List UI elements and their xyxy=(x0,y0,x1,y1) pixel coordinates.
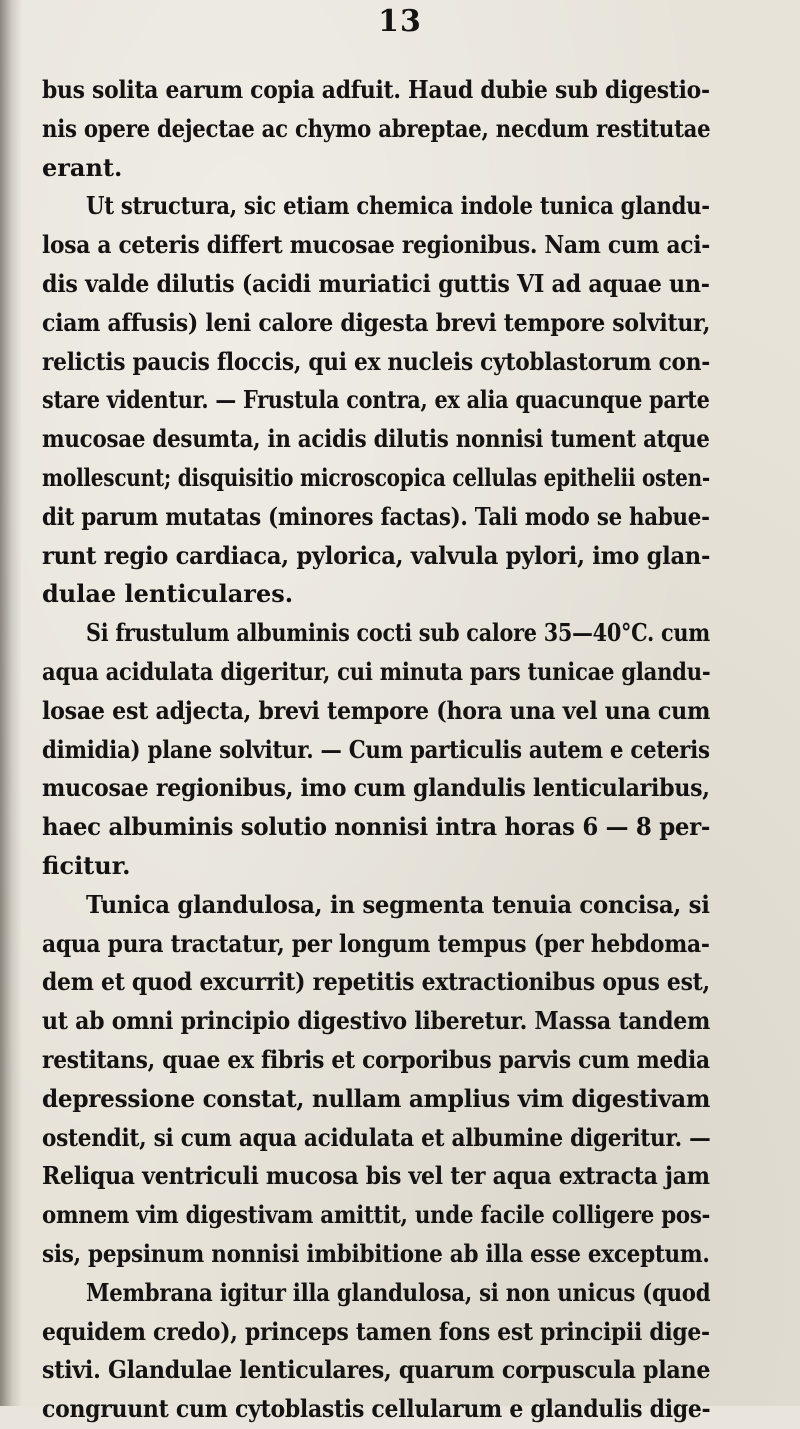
text-line: bus solita earum copia adfuit. Haud dubie sub digestio- xyxy=(42,75,710,104)
text-line: stivi. Glandulae lenticulares, quarum corpuscula plane xyxy=(42,1355,711,1385)
text-line: ficitur. xyxy=(42,851,131,880)
binding-shadow xyxy=(0,0,22,1406)
text-line: mucosae desumta, in acidis dilutis nonnisi tument atque xyxy=(42,424,710,454)
text-line: ostendit, si cum aqua acidulata et albumine digeritur. — xyxy=(42,1122,711,1152)
text-line: dit parum mutatas (minores factas). Tali modo se habue- xyxy=(42,501,710,531)
text-line: aqua pura tractatur, per longum tempus (per hebdoma- xyxy=(42,928,710,958)
text-line: dis valde dilutis (acidi muriatici guttis VI ad aquae un- xyxy=(42,269,710,298)
text-line: ut ab omni principio digestivo liberetur. Massa tandem xyxy=(42,1006,711,1036)
text-line: Reliqua ventriculi mucosa bis vel ter aqua extracta jam xyxy=(42,1161,710,1191)
text-line: losae est adjecta, brevi tempore (hora una vel una cum xyxy=(42,695,711,725)
text-line: runt regio cardiaca, pylorica, valvula pylori, imo glan- xyxy=(42,540,711,570)
text-line: haec albuminis solutio nonnisi intra horas 6 — 8 per- xyxy=(42,812,711,842)
text-line: sis, pepsinum nonnisi imbibitione ab illa esse exceptum. xyxy=(42,1239,710,1268)
text-line: dimidia) plane solvitur. — Cum particulis autem e ceteris xyxy=(42,734,710,764)
text-line: Ut structura, sic etiam chemica indole tunica glandu- xyxy=(86,191,710,221)
text-line: relictis paucis floccis, qui ex nucleis cytoblastorum con- xyxy=(42,346,710,376)
text-line: Si frustulum albuminis cocti sub calore 35—40°C. cum xyxy=(86,618,710,648)
page-number: 13 xyxy=(378,4,422,39)
text-line: ciam affusis) leni calore digesta brevi tempore solvitur, xyxy=(42,307,711,337)
text-line: congruunt cum cytoblastis cellularum e glandulis dige- xyxy=(42,1394,711,1424)
text-line: aqua acidulata digeritur, cui minuta pars tunicae glandu- xyxy=(42,657,711,686)
text-line: Tunica glandulosa, in segmenta tenuia concisa, si xyxy=(86,889,710,919)
text-line: losa a ceteris differt mucosae regionibus. Nam cum aci- xyxy=(42,230,711,260)
text-line: mollescunt; disquisitio microscopica cellulas epithelii osten- xyxy=(42,463,710,492)
text-line: Membrana igitur illa glandulosa, si non unicus (quod xyxy=(86,1277,711,1307)
text-line: mucosae regionibus, imo cum glandulis lenticularibus, xyxy=(42,773,710,803)
text-line: equidem credo), princeps tamen fons est principii dige- xyxy=(42,1316,710,1346)
text-line: erant. xyxy=(42,152,123,182)
text-line: omnem vim digestivam amittit, unde facile colligere pos- xyxy=(42,1200,711,1230)
text-line: restitans, quae ex fibris et corporibus parvis cum media xyxy=(42,1045,710,1074)
text-line: nis opere dejectae ac chymo abreptae, necdum restitutae xyxy=(42,113,711,143)
text-line: depressione constat, nullam amplius vim digestivam xyxy=(42,1083,711,1113)
text-line: stare videntur. — Frustula contra, ex alia quacunque parte xyxy=(42,385,710,415)
text-line: dulae lenticulares. xyxy=(42,579,294,609)
text-line: dem et quod excurrit) repetitis extractionibus opus est, xyxy=(42,967,710,997)
